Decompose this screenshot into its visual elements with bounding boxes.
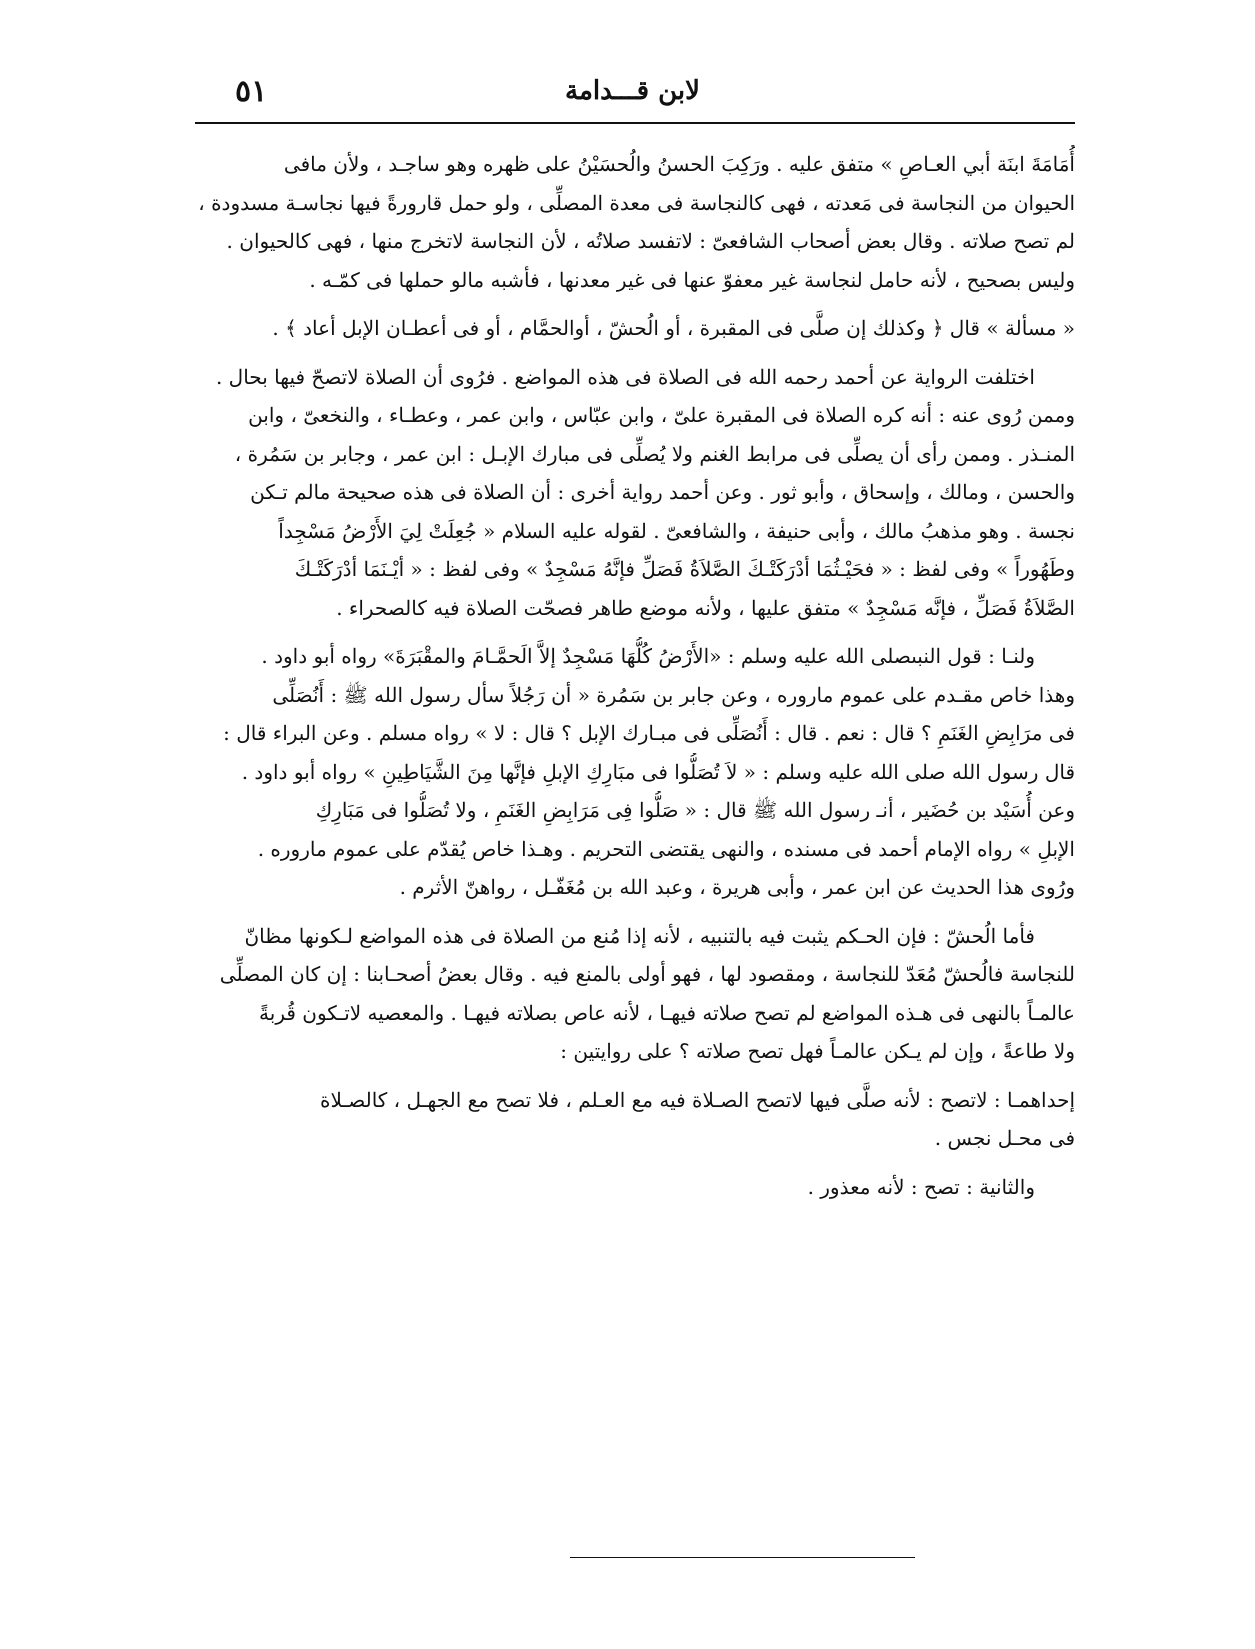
text-line: فى مرَابِضِ الغَنَمِ ؟ قال : نعم . قال : أَنُصَلِّى فى مبـارك الإبل ؟ قال : لا » رواه مسلم . وعن البراء قال : — [223, 721, 1075, 745]
text-line: أُمَامَةَ ابنَة أبي العـاصِ » متفق عليه . ورَكِبَ الحسنُ والُحسَيْنُ على ظهره وهو ساجـد ، ولأن مافى — [283, 152, 1075, 176]
text-line: للنجاسة فالُحشّ مُعَدّ للنجاسة ، ومقصود لها ، فهو أولى بالمنع فيه . وقال بعضُ أصحـابنا : إن كان المصلِّى — [219, 962, 1075, 986]
text-line: الإبلِ » رواه الإمام أحمد فى مسنده ، والنهى يقتضى التحريم . وهـذا خاص يُقدّم على عموم ماروره . — [257, 836, 1075, 861]
text-line: اختلفت الرواية عن أحمد رحمه الله فى الصلاة فى هذه المواضع . فرُوى أن الصلاة لاتصحّ فيها بحال . — [215, 364, 1035, 389]
paragraph-gap — [195, 299, 1075, 309]
text-line: وطَهُوراً » وفى لفظ : « فحَيْـثُمَا أدْرَكَتْـكَ الصَّلاَةُ فَصَلِّ فإنَّهُ مَسْجِدٌ » وفى لفظ : « أيْـنَمَا أدْرَكَتْـكَ — [294, 557, 1075, 581]
paragraph-gap — [195, 1158, 1075, 1168]
text-line: « مسألة » قال ﴿ وكذلك إن صلَّى فى المقبرة ، أو الُحشّ ، أوالحمَّام ، أو فى أعطـان الإبل أعاد ﴾ . — [272, 316, 1075, 340]
paragraph-gap — [195, 348, 1075, 358]
text-line: لم تصح صلاته . وقال بعض أصحاب الشافعىّ : لاتفسد صلاتُه ، لأن النجاسة لاتخرج منها ، فهى كالحيوان . — [226, 229, 1075, 253]
paragraph — [195, 1168, 1075, 1207]
running-title: لابن قـــدامة — [565, 76, 700, 106]
footer-rule — [570, 1557, 915, 1558]
header-rule — [195, 122, 1075, 124]
text-line: الحيوان من النجاسة فى مَعدته ، فهى كالنجاسة فى معدة المصلِّى ، ولو حمل قارورةً فيها نجاسـة مسدودة ، — [198, 190, 1075, 215]
paragraph — [195, 917, 1075, 1071]
text-line: والثانية : تصح : لأنه معذور . — [807, 1174, 1035, 1199]
page-number: ٥١ — [235, 74, 268, 109]
text-line: فأما الُحشّ : فإن الحـكم يثبت فيه بالتنبيه ، لأنه إذا مُنع من الصلاة فى هذه المواضع لـكونها مظانّ — [244, 923, 1035, 948]
paragraph — [195, 358, 1075, 628]
text-line: وليس بصحيح ، لأنه حامل لنجاسة غير معفوّ عنها فى غير معدنها ، فأشبه مالو حملها فى كمّـه . — [309, 267, 1075, 292]
text-line: نجسة . وهو مذهبُ مالك ، وأبى حنيفة ، والشافعىّ . لقوله عليه السلام « جُعِلَتْ لِيَ الأَرْضُ مَسْجِداً — [278, 518, 1075, 543]
text-line: المنـذر . وممن رأى أن يصلِّى فى مرابط الغنم ولا يُصلِّى فى مبارك الإبـل : ابن عمر ، وجابر بن سَمُرة ، — [234, 441, 1075, 466]
text-line: إحداهمـا : لاتصح : لأنه صلَّى فيها لاتصح الصـلاة فيه مع العـلم ، فلا تصح مع الجهـل ، كالصـلاة — [320, 1087, 1075, 1112]
page-header — [195, 70, 1070, 116]
text-line: ورُوى هذا الحديث عن ابن عمر ، وأبى هريرة ، وعبد الله بن مُغَفّـل ، رواهنّ الأثرم . — [399, 875, 1075, 899]
paragraph-gap — [195, 627, 1075, 637]
paragraph — [195, 637, 1075, 907]
text-line: عالمـاً بالنهى فى هـذه المواضع لم تصح صلاته فيهـا ، لأنه عاص بصلاته فيهـا . والمعصيه لاتـكون قُربةً — [259, 1000, 1075, 1025]
paragraph-gap — [195, 1071, 1075, 1081]
text-line: فى محـل نجس . — [934, 1126, 1075, 1150]
paragraph — [195, 145, 1075, 299]
paragraph-gap — [195, 907, 1075, 917]
text-line: ولنـا : قول النبىصلى الله عليه وسلم : «الأَرْضُ كُلُّهَا مَسْجِدٌ إلاَّ الَحمَّـامَ والمقْبَرَةَ» رواه أبو داود . — [261, 644, 1035, 668]
text-line: وهذا خاص مقـدم على عموم ماروره ، وعن جابر بن سَمُرة « أن رَجُلاً سأل رسول الله ﷺ : أَنُصَلِّى — [272, 682, 1075, 707]
text-line: والحسن ، ومالك ، وإسحاق ، وأبو ثور . وعن أحمد رواية أخرى : أن الصلاة فى هذه صحيحة مالم تـكن — [250, 480, 1075, 504]
paragraph — [195, 1081, 1075, 1158]
text-line: وممن رُوى عنه : أنه كره الصلاة فى المقبرة علىّ ، وابن عبّاس ، وابن عمر ، وعطـاء ، والنخعىّ ، وابن — [248, 403, 1075, 427]
text-body — [195, 145, 1075, 1206]
text-line: قال رسول الله صلى الله عليه وسلم : « لاَ تُصَلُّوا فى مبَارِكِ الإبلِ فإنَّها مِنَ الشَّيَاطِينِ » رواه أبو داود . — [241, 759, 1075, 784]
text-line: ولا طاعةً ، وإن لم يـكن عالمـاً فهل تصح صلاته ؟ على روايتين : — [560, 1039, 1075, 1063]
paragraph — [195, 309, 1075, 348]
text-line: الصَّلاَةُ فَصَلِّ ، فإنَّه مَسْجِدٌ » متفق عليها ، ولأنه موضع طاهر فصحّت الصلاة فيه كالصحراء . — [336, 595, 1075, 620]
text-line: وعن أُسَيْد بن حُضَير ، أنـ رسول الله ﷺ قال : « صَلُّوا فِى مَرَابِضِ الغَنَمِ ، ولا تُصَلُّوا فى مَبَارِكِ — [315, 798, 1075, 822]
